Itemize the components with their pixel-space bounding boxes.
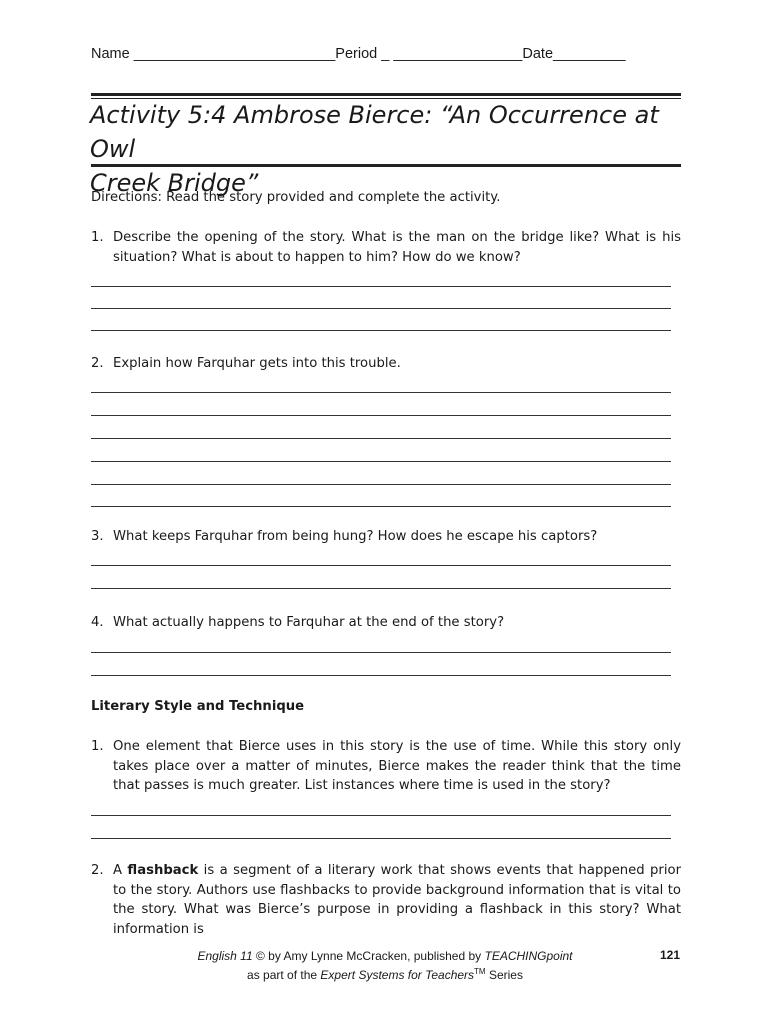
item-number: 2.	[91, 863, 104, 878]
literary-item-1	[91, 737, 681, 796]
answer-line[interactable]	[91, 506, 671, 507]
question-text: What actually happens to Farquhar at the end of the story?	[113, 615, 505, 630]
footer-trademark: TM	[474, 967, 486, 976]
answer-line[interactable]	[91, 565, 671, 566]
answer-line[interactable]	[91, 815, 671, 816]
answer-line[interactable]	[91, 675, 671, 676]
question-3	[91, 527, 681, 547]
answer-line[interactable]	[91, 588, 671, 589]
question-number: 3.	[91, 529, 104, 544]
item-text: One element that Bierce uses in this story is the use of time. While this story only takes place over a matter of minutes, Bierce makes the reader think that the time that passes is much greater. List instances where time is used in the story?	[113, 739, 681, 793]
answer-line[interactable]	[91, 484, 671, 485]
activity-title	[90, 98, 690, 200]
answer-line[interactable]	[91, 838, 671, 839]
answer-line[interactable]	[91, 652, 671, 653]
title-bottom-rule	[91, 164, 681, 167]
title-line-1: Activity 5:4 Ambrose Bierce: “An Occurrence at Owl	[90, 101, 659, 163]
term-flashback: flashback	[127, 863, 199, 878]
question-1	[91, 228, 681, 267]
answer-line[interactable]	[91, 415, 671, 416]
footer-publisher: TEACHINGpoint	[484, 949, 573, 963]
question-text: Describe the opening of the story. What is the man on the bridge like? What is his situation? What is about to happen to him? How do we know?	[113, 230, 681, 265]
footer-book: English 11	[197, 949, 253, 963]
question-2	[91, 354, 681, 374]
literary-item-2	[91, 861, 681, 939]
answer-line[interactable]	[91, 461, 671, 462]
question-text: Explain how Farquhar gets into this trouble.	[113, 356, 401, 371]
footer-line2-pre: as part of the	[247, 968, 321, 982]
section-heading-literary-style: Literary Style and Technique	[91, 699, 305, 714]
footer-line2-post: Series	[485, 968, 523, 982]
title-top-rule	[91, 93, 681, 96]
name-period-date-line: Name _________________________Period _ ________________Date_________	[91, 46, 626, 62]
question-number: 4.	[91, 615, 104, 630]
answer-line[interactable]	[91, 330, 671, 331]
directions: Directions: Read the story provided and complete the activity.	[91, 190, 501, 205]
title-line-2: Creek Bridge”	[90, 169, 259, 197]
answer-line[interactable]	[91, 438, 671, 439]
question-number: 2.	[91, 356, 104, 371]
item-number: 1.	[91, 739, 104, 754]
question-4	[91, 613, 681, 633]
footer-credit	[150, 948, 620, 983]
answer-line[interactable]	[91, 286, 671, 287]
item-body: is a segment of a literary work that shows events that happened prior to the story. Authors use flashbacks to provide background information that is vital to the story. What was Bierce’s purpose in providing a flashback in this story? What information is	[113, 863, 681, 937]
page-number: 121	[659, 948, 680, 962]
footer-series: Expert Systems for Teachers	[320, 968, 475, 982]
item-prefix: A	[113, 863, 128, 878]
question-text: What keeps Farquhar from being hung? How does he escape his captors?	[113, 529, 598, 544]
footer-by: © by Amy Lynne McCracken, published by	[252, 949, 485, 963]
answer-line[interactable]	[91, 392, 671, 393]
question-number: 1.	[91, 230, 104, 245]
answer-line[interactable]	[91, 308, 671, 309]
item-text	[113, 861, 681, 939]
